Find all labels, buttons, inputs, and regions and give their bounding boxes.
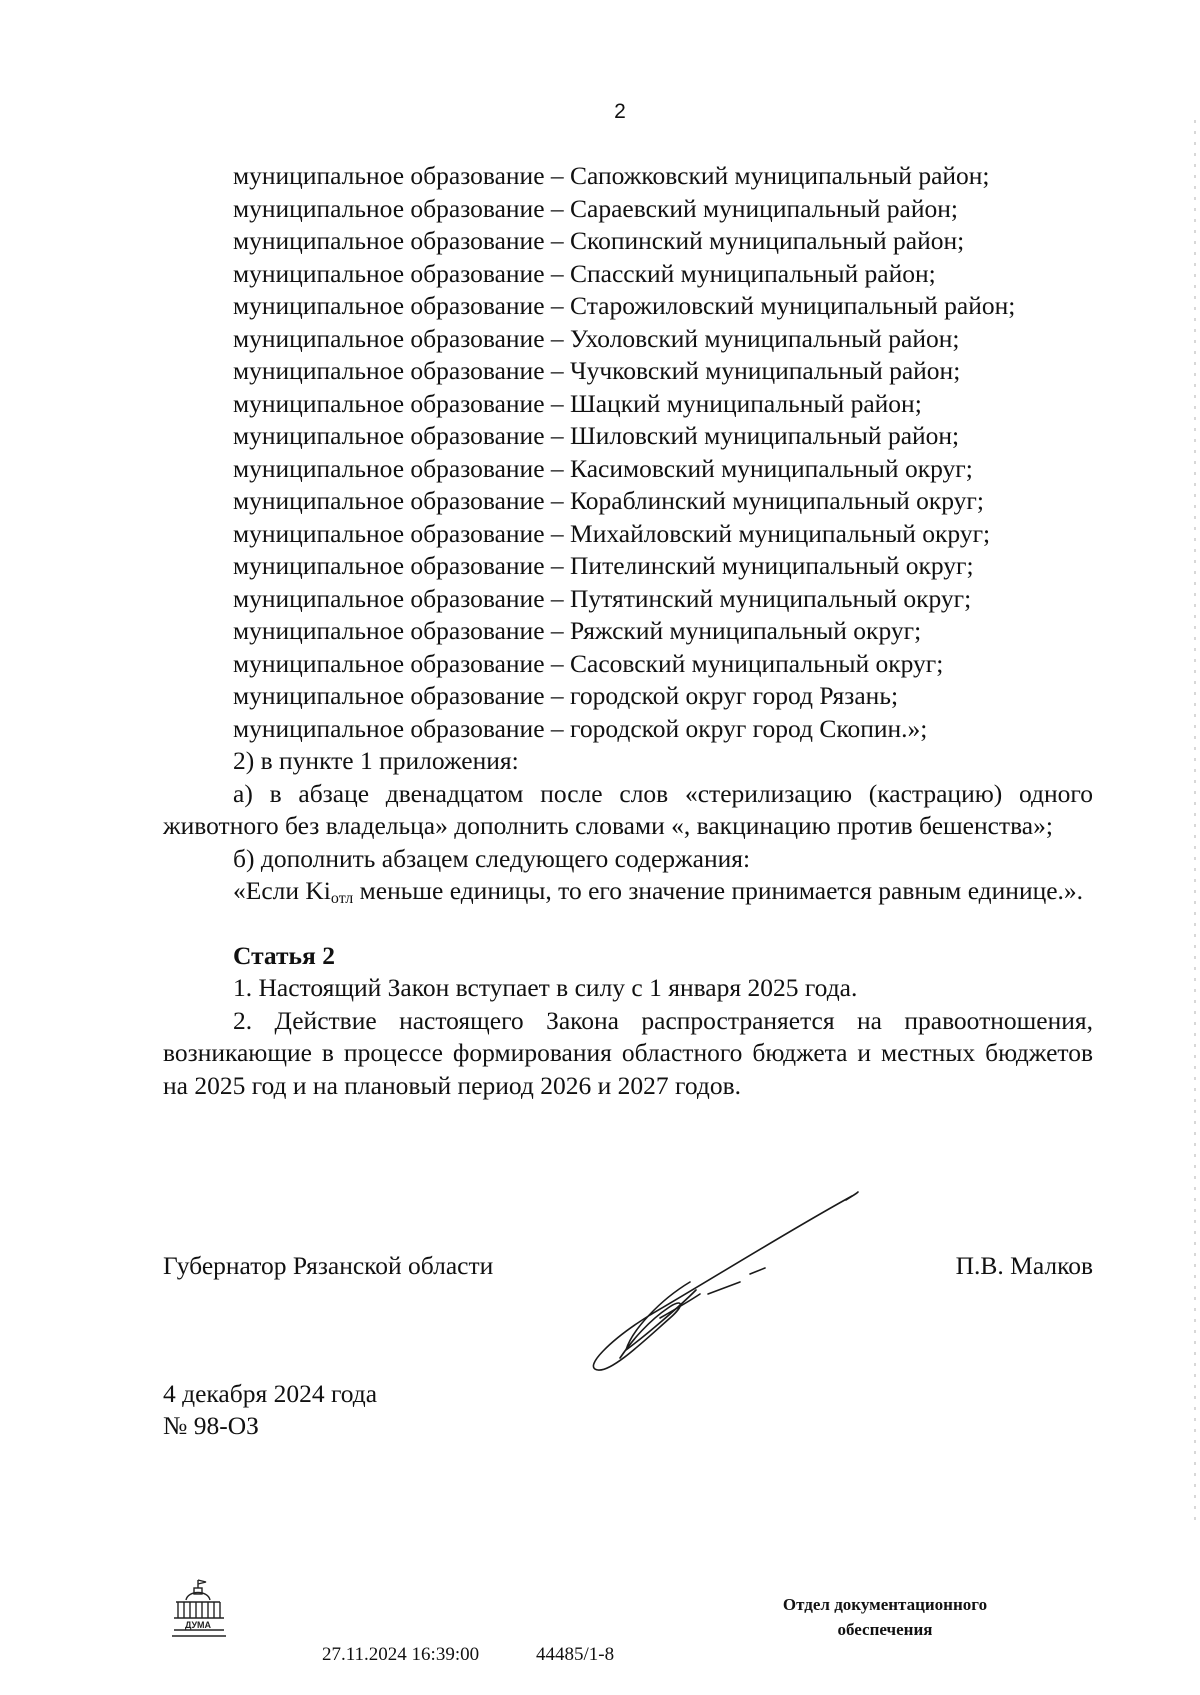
article-2-heading: Статья 2 bbox=[233, 940, 335, 970]
municipality-line: муниципальное образование – Сапожковский муниципальный район; bbox=[233, 161, 990, 190]
scan-edge-marks bbox=[1194, 120, 1196, 1520]
quote-subscript: отл bbox=[330, 890, 354, 907]
governor-title: Губернатор Рязанской области bbox=[163, 1251, 494, 1280]
law-date: 4 декабря 2024 года bbox=[163, 1379, 378, 1408]
municipality-line: муниципальное образование – Путятинский муниципальный округ; bbox=[233, 583, 972, 613]
municipality-list bbox=[163, 160, 1093, 745]
quote-suffix: меньше единицы, то его значение принимается равным единице.». bbox=[353, 876, 1084, 905]
municipality-line: муниципальное образование – Ухоловский муниципальный район; bbox=[233, 323, 960, 353]
municipality-line: муниципальное образование – Ряжский муниципальный округ; bbox=[233, 616, 922, 645]
article-2-paragraph-1: 1. Настоящий Закон вступает в силу с 1 января 2025 года. bbox=[233, 973, 858, 1002]
footer-dept-line-2: обеспечения bbox=[837, 1620, 933, 1639]
item-2-paragraph: 2) в пункте 1 приложения: bbox=[233, 746, 519, 775]
municipality-line: муниципальное образование – Спасский муниципальный район; bbox=[233, 258, 936, 288]
article-2-paragraph-2: 2. Действие настоящего Закона распространяется на правоотношения, возникающие в процессе формирования областного бюджета и местных бюджетов на 2025 год и на плановый период 2026 и 2027 годов. bbox=[163, 1005, 1093, 1100]
duma-logo-icon bbox=[168, 1578, 228, 1642]
item-b-paragraph: б) дополнить абзацем следующего содержания: bbox=[233, 843, 751, 873]
document-body bbox=[163, 160, 1093, 1102]
municipality-line: муниципальное образование – Михайловский муниципальный округ; bbox=[233, 518, 991, 548]
footer-dept-line-1: Отдел документационного bbox=[782, 1595, 988, 1614]
law-number: № 98-ОЗ bbox=[163, 1411, 259, 1440]
municipality-line: муниципальное образование – городской округ город Скопин.»; bbox=[233, 713, 928, 743]
municipality-line: муниципальное образование – Шиловский муниципальный район; bbox=[233, 421, 960, 450]
handwritten-signature-icon bbox=[590, 1190, 930, 1380]
municipality-line: муниципальное образование – Касимовский муниципальный округ; bbox=[233, 453, 973, 483]
municipality-line: муниципальное образование – Кораблинский муниципальный округ; bbox=[233, 486, 984, 515]
logo-text: ДУМА bbox=[184, 1620, 212, 1630]
footer-datetime: 27.11.2024 16:39:00 bbox=[322, 1644, 480, 1665]
date-block bbox=[163, 1378, 377, 1442]
municipality-line: муниципальное образование – Пителинский муниципальный округ; bbox=[233, 551, 974, 580]
municipality-line: муниципальное образование – городской округ город Рязань; bbox=[233, 681, 899, 710]
footer-reg-number: 44485/1-8 bbox=[536, 1644, 615, 1665]
municipality-line: муниципальное образование – Чучковский муниципальный район; bbox=[233, 356, 961, 385]
municipality-line: муниципальное образование – Сараевский муниципальный район; bbox=[233, 193, 959, 223]
municipality-line: муниципальное образование – Скопинский муниципальный район; bbox=[233, 226, 965, 255]
quote-paragraph bbox=[163, 875, 1093, 916]
municipality-line: муниципальное образование – Сасовский муниципальный округ; bbox=[233, 648, 944, 678]
municipality-line: муниципальное образование – Шацкий муниципальный район; bbox=[233, 388, 922, 418]
item-a-paragraph: а) в абзаце двенадцатом после слов «стерилизацию (кастрацию) одного животного без владельца» дополнить словами «, вакцинацию против бешенства»; bbox=[163, 778, 1093, 840]
page-number: 2 bbox=[614, 100, 626, 123]
quote-prefix: «Если Ki bbox=[233, 876, 331, 905]
footer-department bbox=[745, 1592, 1025, 1642]
municipality-line: муниципальное образование – Старожиловский муниципальный район; bbox=[233, 291, 1016, 320]
governor-name: П.В. Малков bbox=[955, 1251, 1093, 1280]
